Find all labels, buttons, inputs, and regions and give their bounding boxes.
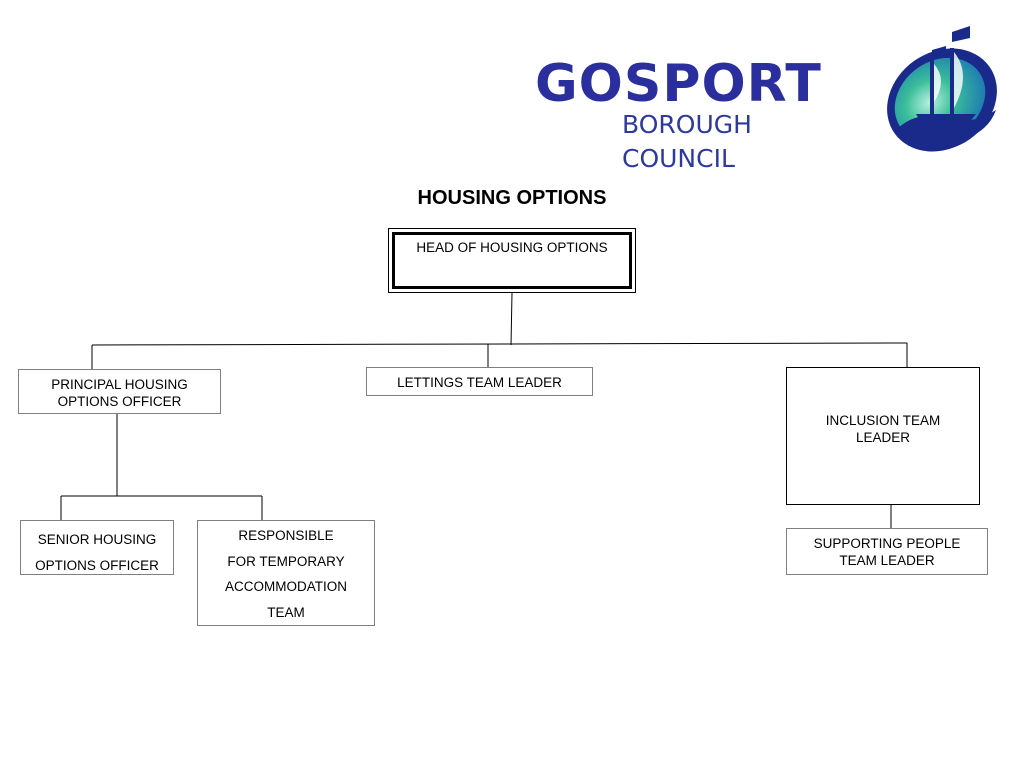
- node-temporary-accommodation-team: [197, 520, 375, 626]
- node-label-line2: OPTIONS OFFICER: [57, 394, 182, 409]
- node-inclusion-team-leader: [786, 367, 980, 505]
- node-label: HEAD OF HOUSING OPTIONS: [416, 240, 608, 255]
- node-label-line1: RESPONSIBLE: [238, 528, 334, 543]
- node-label-line4: TEAM: [267, 604, 305, 620]
- node-label-line2: LEADER: [855, 430, 911, 445]
- node-label-line1: SENIOR HOUSING: [37, 532, 157, 547]
- logo-subtitle: BOROUGH COUNCIL: [622, 110, 752, 173]
- node-principal-housing-options-officer: [18, 369, 221, 414]
- node-label-line3: ACCOMMODATION: [225, 579, 347, 594]
- node-label-line2: OPTIONS OFFICER: [35, 558, 159, 573]
- node-supporting-people-team-leader: [786, 528, 988, 575]
- node-label-line1: SUPPORTING PEOPLE: [813, 536, 961, 551]
- logo-wordmark: GOSPORT: [535, 54, 822, 114]
- node-label-line1: INCLUSION TEAM: [825, 413, 941, 428]
- node-lettings-team-leader: [366, 367, 593, 396]
- node-label-line2: FOR TEMPORARY: [227, 553, 345, 569]
- node-head-of-housing-options: [392, 232, 632, 289]
- node-senior-housing-options-officer: [20, 520, 174, 575]
- node-label-line2: TEAM LEADER: [839, 553, 935, 568]
- chart-title: HOUSING OPTIONS: [417, 187, 607, 209]
- node-label-line1: PRINCIPAL HOUSING: [51, 377, 188, 392]
- node-label: LETTINGS TEAM LEADER: [397, 375, 562, 390]
